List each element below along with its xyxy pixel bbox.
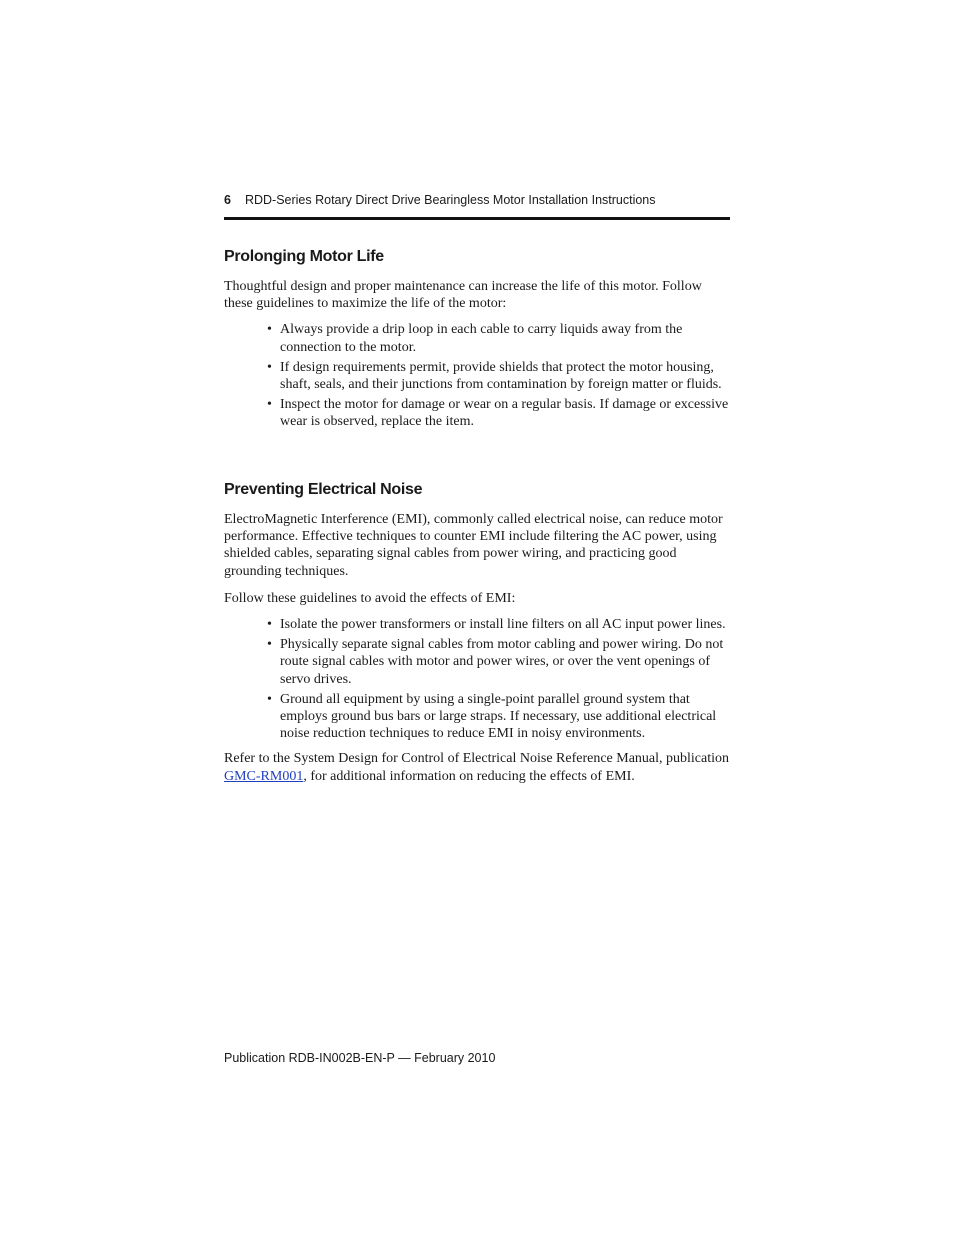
bullet-icon: • [267, 359, 272, 375]
emi-reference-paragraph: Refer to the System Design for Control of Electrical Noise Reference Manual, publication GMC-RM001, for additional information on reducing the effects of EMI. [224, 751, 730, 784]
page-number: 6 [224, 193, 231, 207]
bullet-icon: • [267, 637, 272, 653]
bullet-icon: • [267, 691, 272, 707]
section-preventing-electrical-noise [224, 480, 730, 785]
emi-intro-paragraph: ElectroMagnetic Interference (EMI), commonly called electrical noise, can reduce motor performance. Effective techniques to counter EMI include filtering the AC power, using shielded cables, separating signal cables from power wiring, and practicing good grounding techniques. [224, 512, 723, 579]
bullet-icon: • [267, 322, 272, 338]
list-item: • Always provide a drip loop in each cable to carry liquids away from the connection to the motor. [267, 322, 683, 355]
prolonging-bullet-list [224, 321, 730, 430]
list-item: • Isolate the power transformers or install line filters on all AC input power lines. [267, 617, 726, 633]
prolonging-intro-paragraph: Thoughtful design and proper maintenance can increase the life of this motor. Follow these guidelines to maximize the life of the motor: [224, 279, 702, 312]
section-heading-electrical-noise: Preventing Electrical Noise [224, 481, 423, 498]
list-item: • Physically separate signal cables from motor cabling and power wiring. Do not route signal cables with motor and power wires, or over the vent openings of servo drives. [267, 637, 724, 687]
list-item: • Inspect the motor for damage or wear on a regular basis. If damage or excessive wear is observed, replace the item. [267, 397, 729, 430]
section-heading-prolonging: Prolonging Motor Life [224, 248, 384, 265]
running-header-title: RDD-Series Rotary Direct Drive Bearingless Motor Installation Instructions [244, 193, 656, 207]
gmc-rm001-link[interactable]: GMC-RM001 [224, 768, 304, 784]
list-item: • Ground all equipment by using a single-point parallel ground system that employs ground bus bars or large straps. If necessary, use additional electrical noise reduction techniques to reduce EMI in noisy environments. [267, 691, 717, 742]
running-header [224, 191, 730, 220]
list-item: • If design requirements permit, provide shields that protect the motor housing, shaft, seals, and their junctions from contamination by foreign matter or fluids. [267, 359, 722, 393]
emi-bullet-list [224, 616, 730, 742]
bullet-icon: • [267, 617, 272, 633]
bullet-icon: • [267, 397, 272, 413]
section-prolonging-motor-life [224, 247, 730, 434]
emi-guidelines-lead: Follow these guidelines to avoid the effects of EMI: [224, 590, 516, 606]
page-footer: Publication RDB-IN002B-EN-P — February 2010 [224, 1051, 496, 1065]
